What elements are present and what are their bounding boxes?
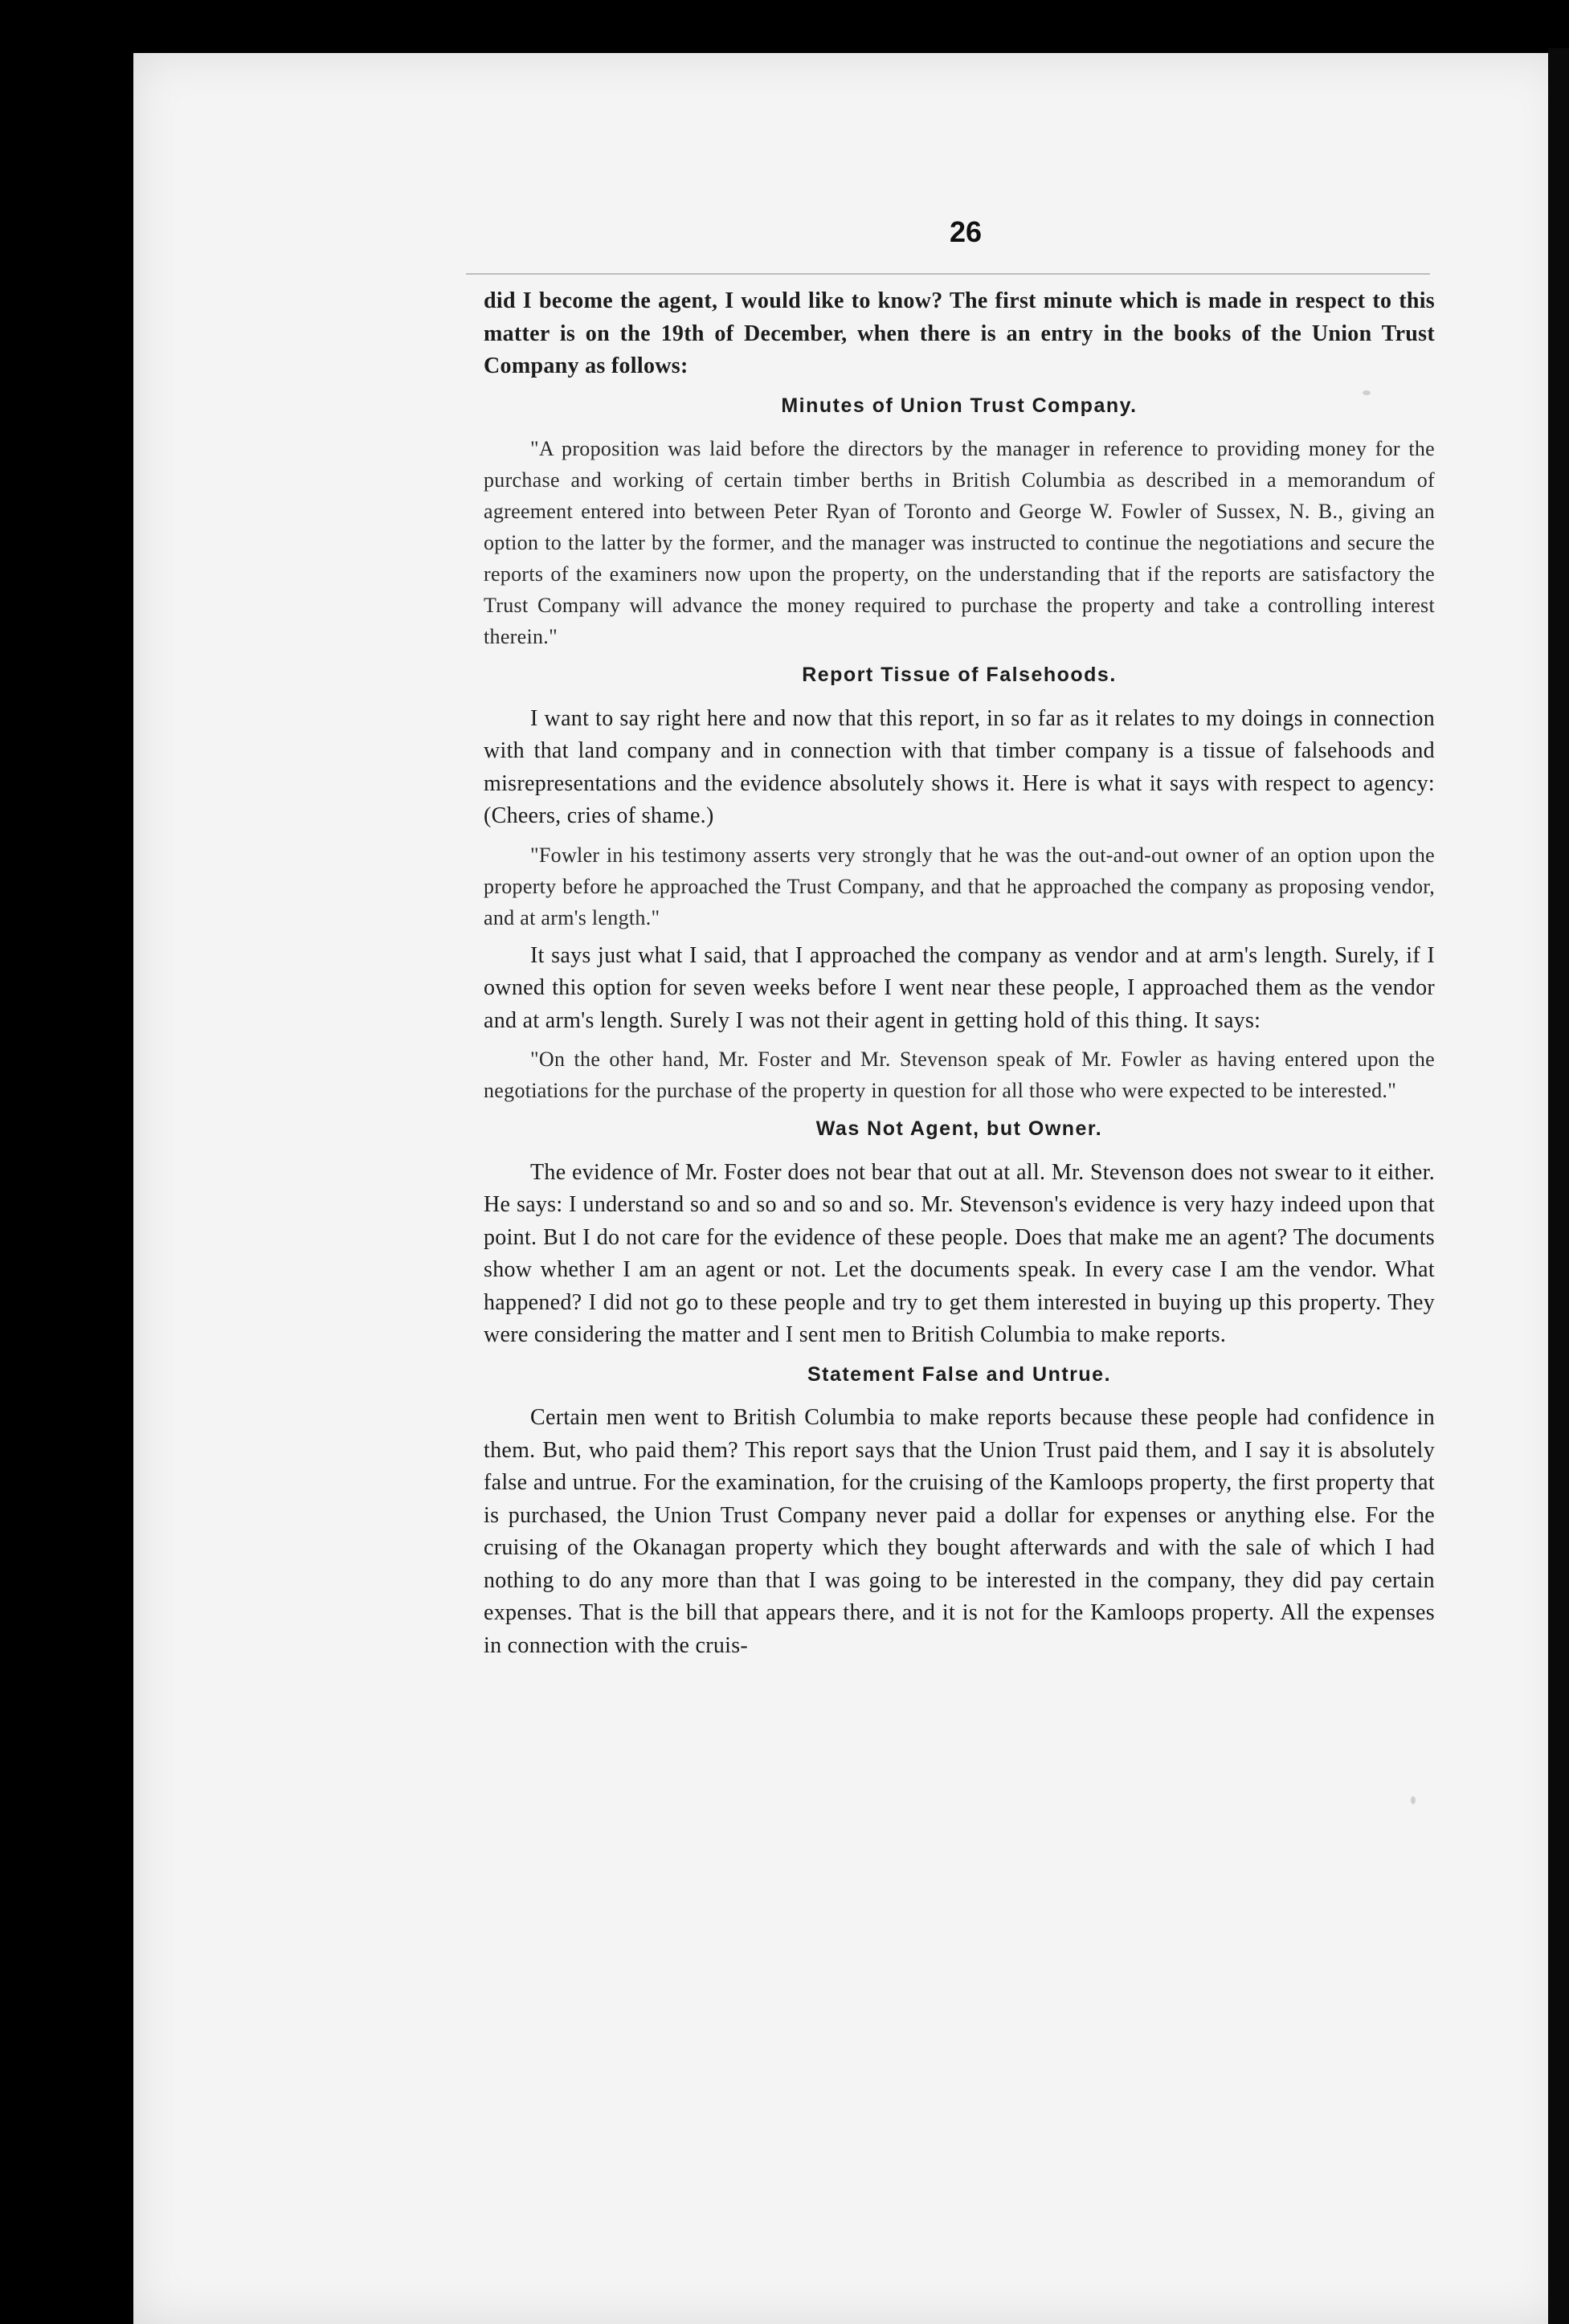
section-heading: Statement False and Untrue. (807, 1362, 1112, 1386)
section-heading: Was Not Agent, but Owner. (815, 1117, 1103, 1140)
page-number: 26 (950, 215, 983, 248)
quoted-paragraph: "Fowler in his testimony asserts very strongly that he was the out-and-out owner of an option upon the property before he approached the Trust Company, and that he approached the company as proposing vendor, and at arm's length." (484, 843, 1435, 929)
body-paragraph: Certain men went to British Columbia to make reports because these people had confidence in them. But, who paid them? This report says that the Union Trust paid them, and I say it is absolutely false and untrue. For the examination, for the cruising of the Kamloops property, the first property that is purchased, the Union Trust Company never paid a dollar for expenses or anything else. For the cruising of the Okanagan property which they bought afterwards and with the sale of which I had nothing to do any more than that I was going to be interested in the company, they did pay certain expenses. That is the bill that appears there, and it is not for the Kamloops property. All the expenses in connection with the cruis- (484, 1405, 1435, 1658)
body-paragraph: The evidence of Mr. Foster does not bear that out at all. Mr. Stevenson does not swear to it either. He says: I understand so and so and so and so. Mr. Stevenson's evidence is very hazy indeed upon that point. But I do not care for the evidence of these people. Does that make me an agent? The documents show whether I am an agent or not. Let the documents speak. In every case I am the vendor. What happened? I did not go to these people and try to get them interested in buying up this property. They were considering the matter and I sent men to British Columbia to make reports. (484, 1159, 1435, 1347)
section-heading: Report Tissue of Falsehoods. (802, 664, 1117, 686)
quoted-paragraph: "A proposition was laid before the directors by the manager in reference to providing money for the purchase and working of certain timber berths in British Columbia as described in a memorandum of agreement entered into between Peter Ryan of Toronto and George W. Fowler of Sussex, N. B., giving an option to the latter by the former, and the manager was instructed to continue the negotiations and secure the reports of the examiners now upon the property, on the understanding that if the reports are satisfactory the Trust Company will advance the money required to purchase the property and take a controlling interest therein." (484, 437, 1435, 648)
page-edge-shadow (1548, 48, 1569, 2324)
section-heading: Minutes of Union Trust Company. (781, 394, 1138, 417)
body-paragraph: did I become the agent, I would like to know? The first minute which is made in respect to this matter is on the 19th of December, when there is an entry in the books of the Union Trust Company as follows: (484, 288, 1435, 378)
top-rule (466, 273, 1430, 275)
body-paragraph: I want to say right here and now that this report, in so far as it relates to my doings in connection with that land company and in connection with that timber company is a tissue of falsehoods and misrepresentations and the evidence absolutely shows it. Here is what it says with respect to agency: (Cheers, cries of shame.) (484, 705, 1435, 828)
body-text (484, 285, 1435, 1668)
scan-speck (1411, 1796, 1416, 1804)
quoted-paragraph: "On the other hand, Mr. Foster and Mr. Stevenson speak of Mr. Fowler as having entered upon the negotiations for the purchase of the property in question for all those who were expected to be interested." (484, 1048, 1435, 1102)
body-paragraph: It says just what I said, that I approached the company as vendor and at arm's length. Surely, if I owned this option for seven weeks before I went near these people, I approached them as the vendor and at arm's length. Surely I was not their agent in getting hold of this thing. It says: (484, 942, 1435, 1033)
